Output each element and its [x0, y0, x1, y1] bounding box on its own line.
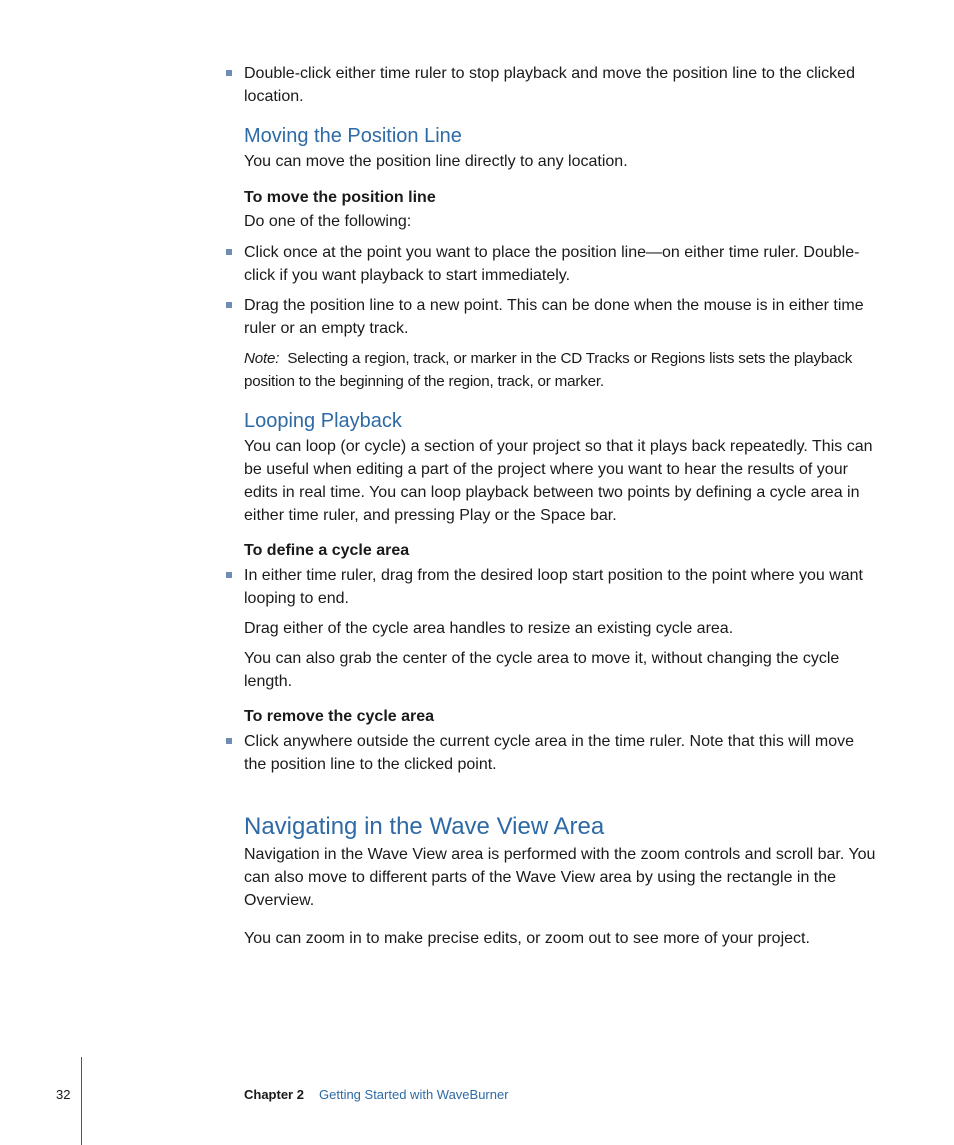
note-paragraph	[244, 347, 876, 393]
define-paragraph-1: Drag either of the cycle area handles to resize an existing cycle area.	[244, 620, 734, 637]
task-intro: Do one of the following:	[244, 213, 412, 230]
task-title-remove: To remove the cycle area	[244, 708, 435, 725]
section-heading-looping: Looping Playback	[244, 410, 402, 432]
navigating-paragraph-1: Navigation in the Wave View area is performed with the zoom controls and scroll bar. You can also move to different parts of the Wave View area by using the rectangle in the Overview.	[244, 846, 876, 909]
task-title-move: To move the position line	[244, 189, 436, 206]
define-bullet: In either time ruler, drag from the desired loop start position to the point where you want looping to end.	[244, 567, 863, 607]
section-heading-navigating: Navigating in the Wave View Area	[244, 813, 605, 840]
footer-divider	[81, 1057, 82, 1145]
bullet-marker	[226, 738, 232, 744]
footer-chapter-label: Chapter 2	[244, 1087, 304, 1102]
navigating-paragraph-2: You can zoom in to make precise edits, or zoom out to see more of your project.	[244, 930, 810, 947]
footer-chapter-title: Getting Started with WaveBurner	[319, 1087, 509, 1102]
task-title-define: To define a cycle area	[244, 542, 410, 559]
note-text: Selecting a region, track, or marker in the CD Tracks or Regions lists sets the playback position to the beginning of the region, track, or marker.	[244, 350, 853, 390]
looping-intro: You can loop (or cycle) a section of your project so that it plays back repeatedly. This can be useful when editing a part of the project where you want to hear the results of your edits in real time. You can loop playback between two points by defining a cycle area in either time ruler, and pressing Play or the Space bar.	[244, 438, 873, 524]
moving-bullet-1: Click once at the point you want to place the position line—on either time ruler. Double-click if you want playback to start immediately.	[244, 244, 860, 284]
moving-bullet-2: Drag the position line to a new point. This can be done when the mouse is in either time ruler or an empty track.	[244, 297, 864, 337]
bullet-marker	[226, 302, 232, 308]
moving-intro: You can move the position line directly to any location.	[244, 153, 628, 170]
bullet-marker	[226, 249, 232, 255]
define-paragraph-2: You can also grab the center of the cycle area to move it, without changing the cycle length.	[244, 650, 840, 690]
intro-bullet-text: Double-click either time ruler to stop playback and move the position line to the clicked location.	[244, 65, 855, 105]
note-label: Note:	[244, 350, 280, 367]
remove-bullet: Click anywhere outside the current cycle area in the time ruler. Note that this will move the position line to the clicked point.	[244, 733, 855, 773]
section-heading-moving: Moving the Position Line	[244, 125, 462, 147]
bullet-marker	[226, 572, 232, 578]
bullet-marker	[226, 70, 232, 76]
page-number: 32	[56, 1087, 71, 1102]
